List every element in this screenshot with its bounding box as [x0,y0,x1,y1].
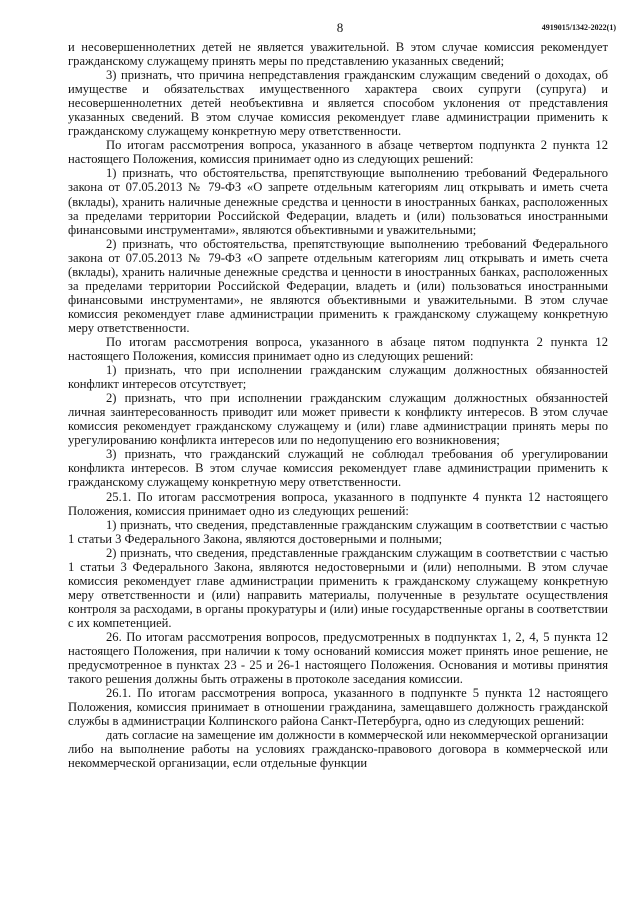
paragraph-decisions-intro-1: По итогам рассмотрения вопроса, указанного в абзаце четвертом подпункта 2 пункта 12 настоящего Положения, комиссия принимает одно из следующих решений: [68,138,608,167]
paragraph-info-valid: 1) признать, что сведения, представленные гражданским служащим в соответствии с частью 1 статьи 3 Федерального Закона, являются достоверными и полными; [68,517,608,546]
paragraph-26: 26. По итогам рассмотрения вопросов, предусмотренных в подпунктах 1, 2, 4, 5 пункта 12 настоящего Положения, при наличии к тому оснований комиссия может принять иное решение, не предусмотренное в пунктах 23 - 25 и 26-1 настоящего Положения. Основания и мотивы принятия такого решения должны быть отражены в протоколе заседания комиссии. [68,629,608,687]
document-code: 4919015/1342-2022(1) [541,23,616,32]
paragraph-consent: дать согласие на замещение им должности в коммерческой или некоммерческой организации либо на выполнение работы на условиях гражданско-правового договора в коммерческой или некоммерческой организации, если отдельные функции [68,728,608,771]
paragraph-item-1-foreign-assets: 1) признать, что обстоятельства, препятствующие выполнению требований Федерального закона от 07.05.2013 № 79-ФЗ «О запрете отдельным категориям лиц открывать и иметь счета (вклады), хранить наличные денежные средства и ценности в иностранных банках, расположенных за пределами территории Российской Федерации, владеть и (или) пользоваться иностранными финансовыми инструментами», являются объективными и уважительными; [68,166,608,237]
page-number: 8 [336,20,344,35]
paragraph-decisions-intro-2: По итогам рассмотрения вопроса, указанного в абзаце пятом подпункта 2 пункта 12 настоящего Положения, комиссия принимает одно из следующих решений: [68,334,608,364]
paragraph-item-2-foreign-assets: 2) признать, что обстоятельства, препятствующие выполнению требований Федерального закона от 07.05.2013 № 79-ФЗ «О запрете отдельным категориям лиц открывать и иметь счета (вклады), хранить наличные денежные средства и ценности в иностранных банках, расположенных за пределами территории Российской Федерации, владеть и (или) пользоваться иностранными финансовыми инструментами», не являются объективными и уважительными. В этом случае комиссия рекомендует главе администрации применить к гражданскому служащему конкретную меру ответственности. [68,236,608,335]
paragraph-26-1: 26.1. По итогам рассмотрения вопроса, указанного в подпункте 5 пункта 12 настоящего Положения, комиссия принимает в отношении гражданина, замещавшего должность гражданской службы в администрации Колпинского района Санкт-Петербурга, одно из следующих решений: [68,686,608,729]
document-body [68,40,608,770]
paragraph-25-1: 25.1. По итогам рассмотрения вопроса, указанного в подпункте 4 пункта 12 настоящего Положения, комиссия принимает одно из следующих решений: [68,489,608,518]
paragraph-item-3: 3) признать, что причина непредставления гражданским служащим сведений о доходах, об имуществе и обязательствах имущественного характера своих супруги (супруга) и несовершеннолетних детей необъективна и является способом уклонения от представления указанных сведений. В этом случае комиссия рекомендует главе администрации применить к гражданскому служащему конкретную меру ответственности. [68,68,608,139]
paragraph-conflict-risk: 2) признать, что при исполнении гражданским служащим должностных обязанностей личная заинтересованность приводит или может привести к конфликту интересов. В этом случае комиссия рекомендует гражданскому служащему и (или) главе администрации принять меры по урегулированию конфликта интересов или по недопущению его возникновения; [68,391,608,448]
paragraph-conflict-not-observed: 3) признать, что гражданский служащий не соблюдал требования об урегулировании конфликта интересов. В этом случае комиссия рекомендует главе администрации применить к гражданскому служащему конкретную меру ответственности. [68,447,608,490]
paragraph-no-conflict: 1) признать, что при исполнении гражданским служащим должностных обязанностей конфликт интересов отсутствует; [68,363,608,392]
paragraph-info-invalid: 2) признать, что сведения, представленные гражданским служащим в соответствии с частью 1 статьи 3 Федерального Закона, являются недостоверными и (или) неполными. В этом случае комиссия рекомендует главе администрации применить к гражданскому служащему конкретную меру ответственности и (или) направить материалы, полученные в результате осуществления контроля за расходами, в органы прокуратуры и (или) иные государственные органы в соответствии с их компетенцией. [68,545,608,630]
paragraph-continuation: и несовершеннолетних детей не является уважительной. В этом случае комиссия рекомендует гражданскому служащему принять меры по представлению указанных сведений; [68,40,608,69]
